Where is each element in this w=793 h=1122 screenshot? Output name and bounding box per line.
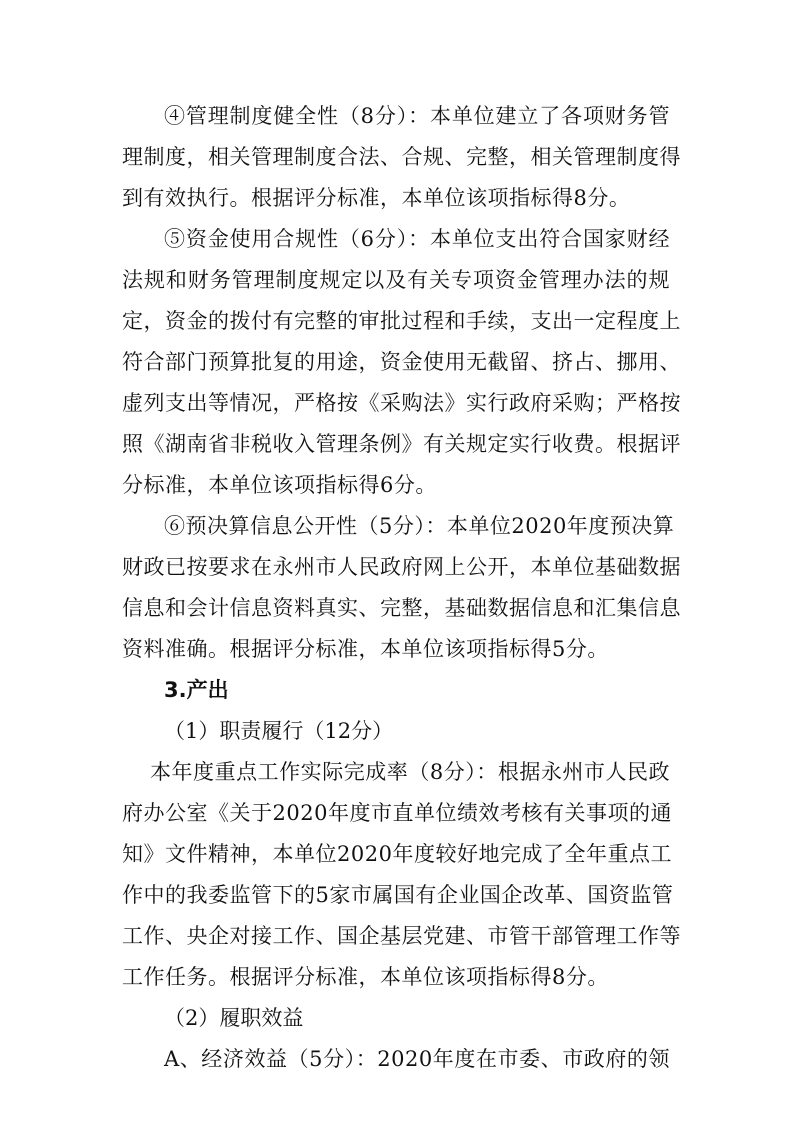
- paragraph-line: 理制度，相关管理制度合法、合规、完整，相关管理制度得: [122, 145, 681, 169]
- paragraph-line: A、经济效益（5分）：2020年度在市委、市政府的领: [164, 1047, 670, 1071]
- subsection-heading: （2）履职效益: [164, 1006, 304, 1030]
- paragraph-line: 到有效执行。根据评分标准，本单位该项指标得8分。: [122, 186, 631, 210]
- paragraph-line: 财政已按要求在永州市人民政府网上公开，本单位基础数据: [122, 555, 681, 579]
- paragraph-line: 分标准，本单位该项指标得6分。: [122, 473, 437, 497]
- paragraph-line: 工作、央企对接工作、国企基层党建、市管干部管理工作等: [122, 924, 681, 948]
- paragraph-line: 府办公室《关于2020年度市直单位绩效考核有关事项的通: [122, 801, 672, 825]
- paragraph-line: 定，资金的拨付有完整的审批过程和手续，支出一定程度上: [122, 309, 681, 333]
- paragraph-line: ⑤资金使用合规性（6分）：本单位支出符合国家财经: [164, 227, 670, 251]
- paragraph-line: 照《湖南省非税收入管理条例》有关规定实行收费。根据评: [122, 432, 681, 456]
- paragraph-line: 本年度重点工作实际完成率（8分）：根据永州市人民政: [150, 760, 670, 784]
- paragraph-line: 信息和会计信息资料真实、完整，基础数据信息和汇集信息: [122, 596, 681, 620]
- paragraph-line: 法规和财务管理制度规定以及有关专项资金管理办法的规: [122, 268, 670, 292]
- paragraph-line: 虚列支出等情况，严格按《采购法》实行政府采购；严格按: [122, 391, 681, 415]
- paragraph-line: 工作任务。根据评分标准，本单位该项指标得8分。: [122, 965, 609, 989]
- paragraph-line: 符合部门预算批复的用途，资金使用无截留、挤占、挪用、: [122, 350, 681, 374]
- paragraph-line: 资料准确。根据评分标准，本单位该项指标得5分。: [122, 637, 609, 661]
- paragraph-line: ④管理制度健全性（8分）：本单位建立了各项财务管: [164, 104, 670, 128]
- paragraph-line: 知》文件精神，本单位2020年度较好地完成了全年重点工: [122, 842, 672, 866]
- section-heading: 3.产出: [164, 678, 229, 702]
- paragraph-line: 作中的我委监管下的5家市属国有企业国企改革、国资监管: [122, 883, 674, 907]
- subsection-heading: （1）职责履行（12分）: [164, 719, 394, 743]
- paragraph-line: ⑥预决算信息公开性（5分）：本单位2020年度预决算: [164, 514, 675, 538]
